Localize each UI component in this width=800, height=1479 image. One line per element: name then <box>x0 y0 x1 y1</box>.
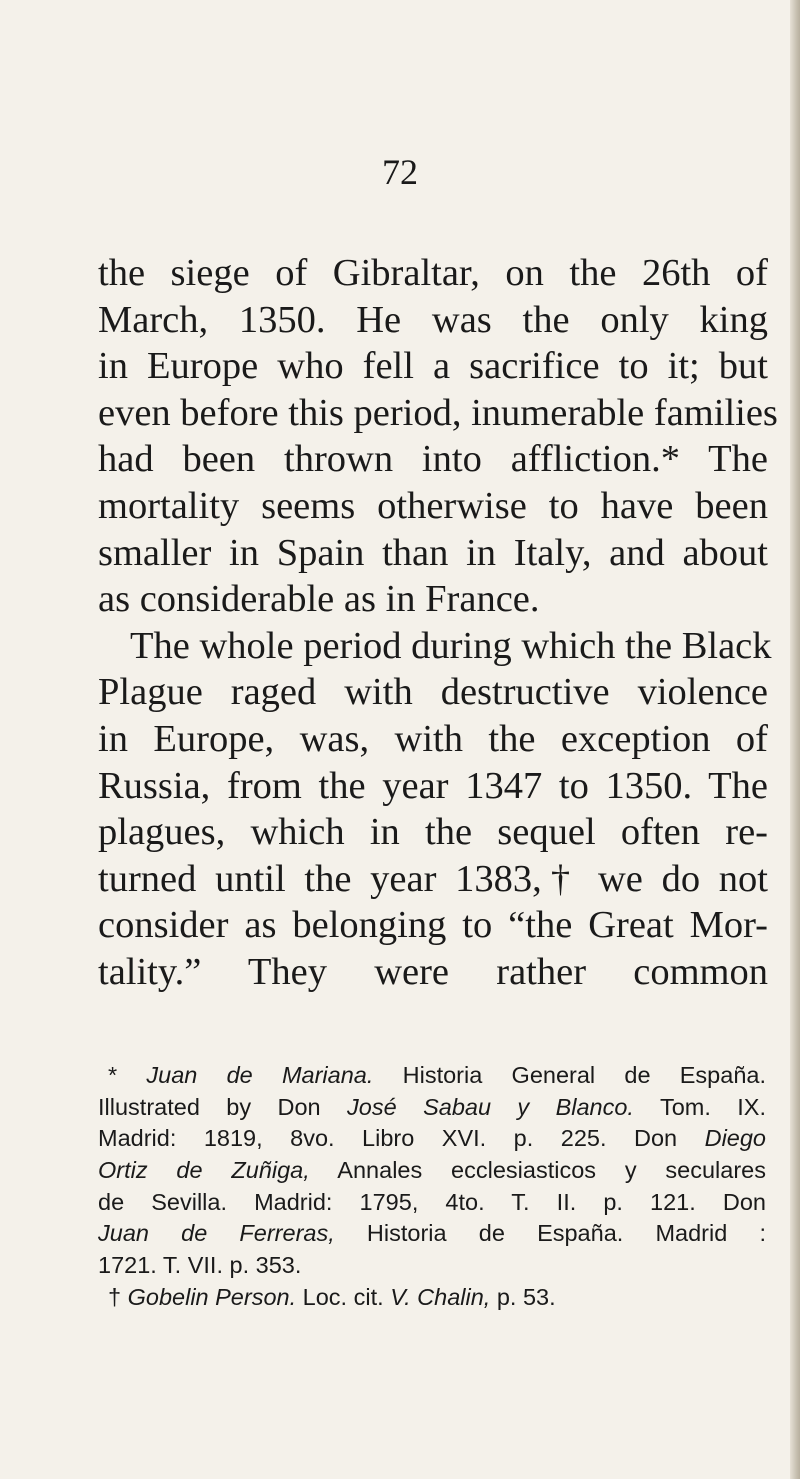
body-line: plagues, which in the sequel often re- <box>98 811 768 854</box>
body-line: March, 1350. He was the only king <box>98 298 768 341</box>
footnote-citation-italic: José Sabau y Blanco. <box>347 1093 634 1120</box>
footnote-text: Madrid: 1819, 8vo. Libro XVI. p. 225. Don <box>98 1125 705 1152</box>
page-number: 72 <box>382 152 418 192</box>
footnote-text: p. 53. <box>490 1283 556 1310</box>
footnote-line <box>98 1187 766 1219</box>
body-line: turned until the year 1383,† we do not <box>98 857 768 900</box>
body-line: the siege of Gibraltar, on the 26th of <box>98 252 768 294</box>
body-line: Russia, from the year 1347 to 1350. The <box>98 764 768 807</box>
footnote-text: de Sevilla. Madrid: 1795, 4to. T. II. p. 121. Don <box>98 1188 766 1215</box>
body-line: as considerable as in France. <box>98 578 540 621</box>
body-line: The whole period during which the Black <box>130 624 772 667</box>
footnote-text: Illustrated by Don <box>98 1093 348 1120</box>
footnote-text: † <box>108 1283 128 1310</box>
footnote-text: 1721. T. VII. p. 353. <box>98 1252 302 1279</box>
footnotes <box>98 1060 766 1314</box>
body-line: smaller in Spain than in Italy, and about <box>98 531 768 574</box>
footnote-citation-italic: Juan de Ferreras, <box>98 1220 335 1247</box>
footnote-line <box>98 1218 766 1250</box>
body-line: consider as belonging to “the Great Mor- <box>98 904 768 947</box>
footnote-citation-italic: Juan de Mariana. <box>146 1062 374 1088</box>
footnote-citation-italic: Ortiz de Zuñiga, <box>98 1157 310 1184</box>
body-line: Plague raged with destructive violence <box>98 671 768 714</box>
footnote-text: * <box>108 1062 147 1088</box>
footnote-line <box>98 1060 766 1092</box>
body-text <box>98 250 778 996</box>
footnote-citation-italic: Diego <box>704 1125 766 1152</box>
footnote-text: Annales ecclesiasticos y seculares <box>309 1157 766 1184</box>
footnote-text: Tom. IX. <box>633 1093 767 1120</box>
page-edge-shadow <box>790 0 800 1479</box>
footnote-line <box>98 1092 766 1124</box>
footnote-text: Historia de España. Madrid : <box>334 1220 766 1247</box>
body-line: mortality seems otherwise to have been <box>98 484 768 527</box>
footnote-citation-italic: Gobelin Person. <box>127 1283 297 1310</box>
body-line: in Europe who fell a sacrifice to it; but <box>98 345 768 388</box>
footnote-text: Historia General de España. <box>373 1062 766 1088</box>
footnote-line <box>98 1250 766 1282</box>
footnote-line <box>98 1155 766 1187</box>
body-line: tality.” They were rather common <box>98 950 768 993</box>
body-line: even before this period, inumerable families <box>98 391 778 434</box>
footnote-citation-italic: V. Chalin, <box>390 1283 491 1310</box>
footnote-line <box>98 1282 766 1314</box>
footnote-line <box>98 1123 766 1155</box>
body-line: in Europe, was, with the exception of <box>98 717 768 760</box>
body-line: had been thrown into affliction.* The <box>98 438 768 481</box>
footnote-text: Loc. cit. <box>296 1283 391 1310</box>
